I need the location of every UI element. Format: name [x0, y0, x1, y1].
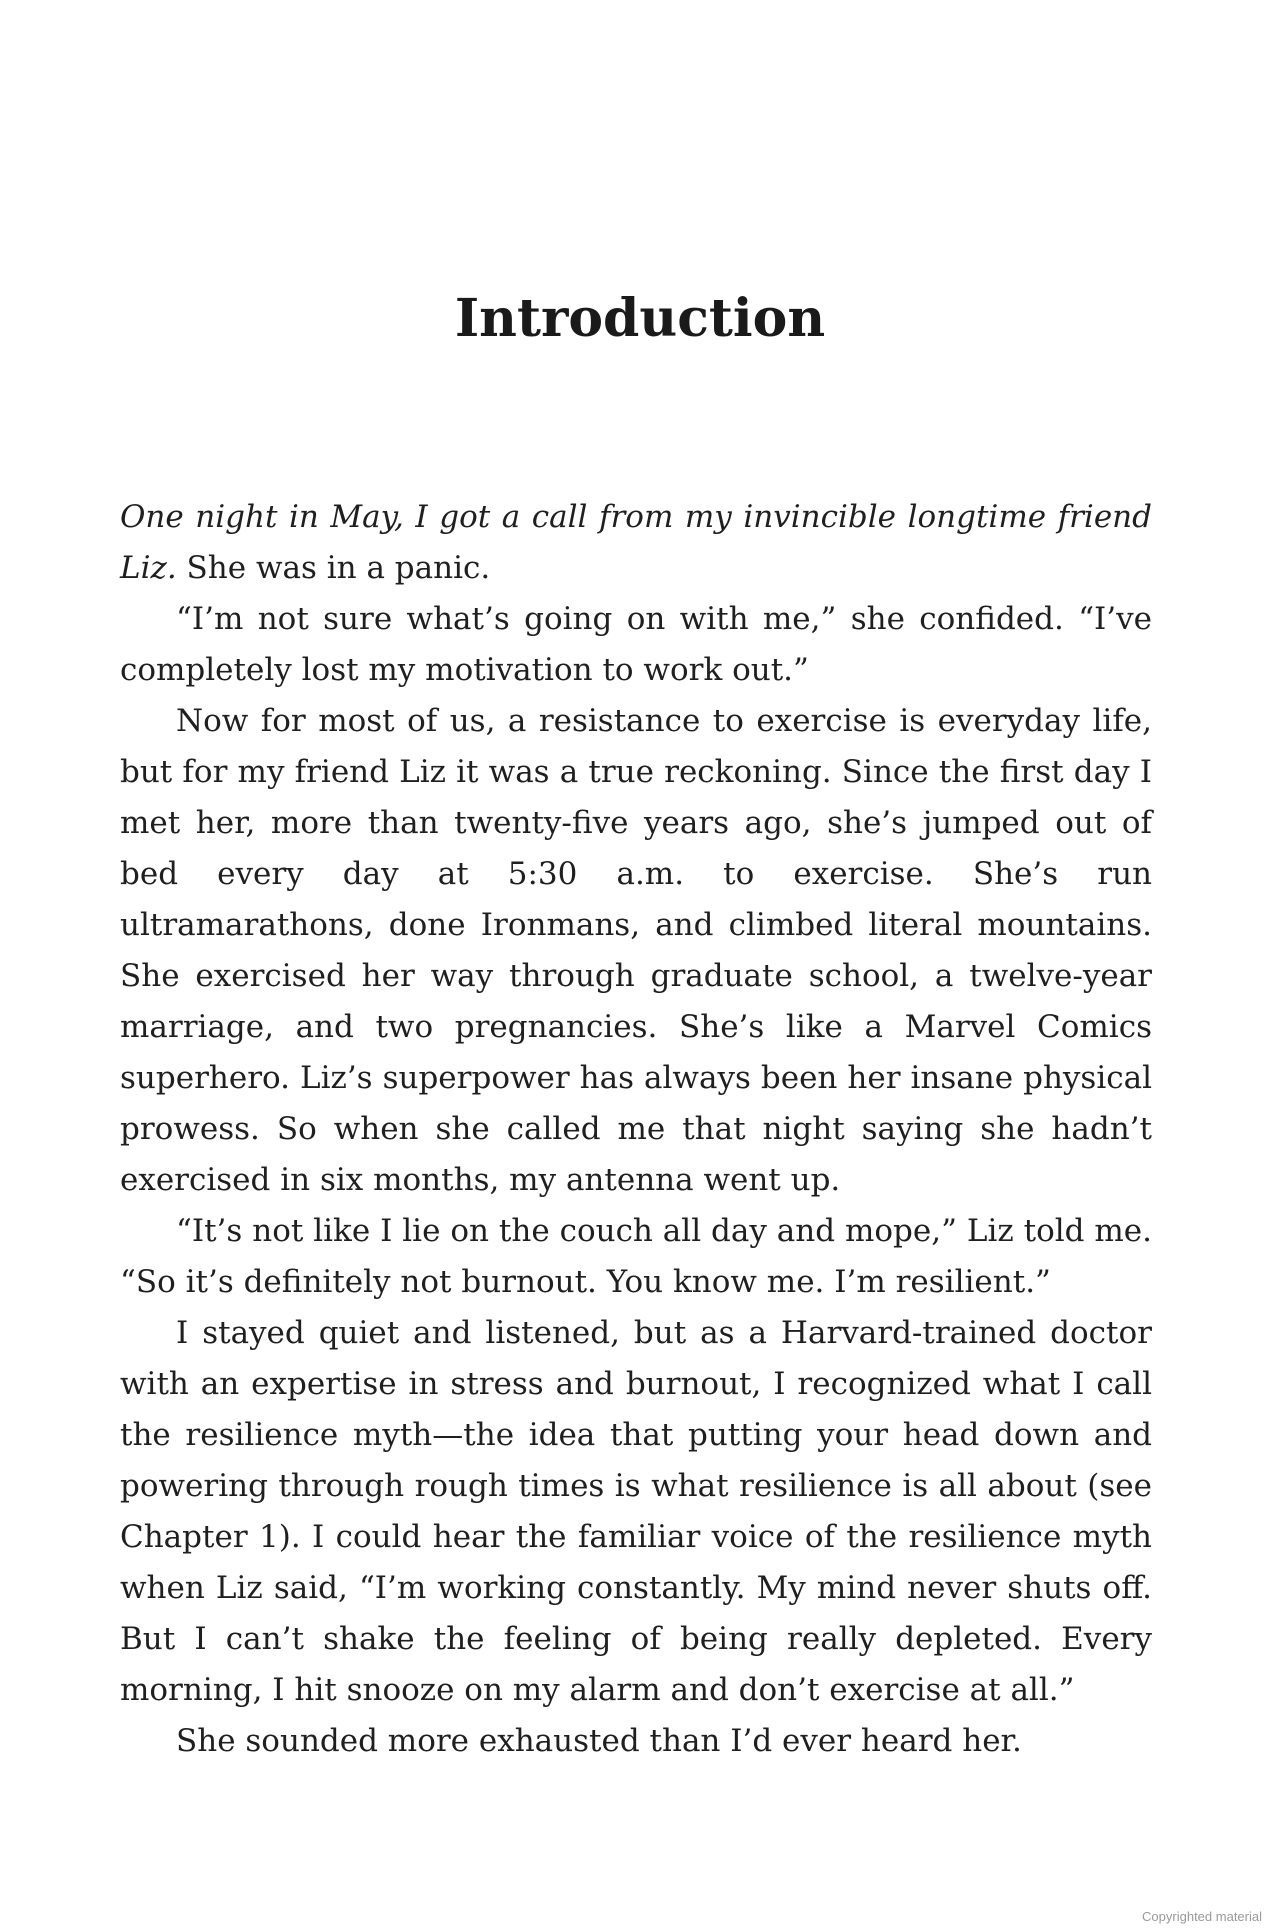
- paragraph: I stayed quiet and listened, but as a Harvard-trained doctor with an expertise in stress and burnout, I recognized what I call the resilience myth—the idea that putting your head down and powering through rough times is what resilience is all about (see Chapter 1). I could hear the familiar voice of the resilience myth when Liz said, “I’m working constantly. My mind never shuts off. But I can’t shake the feeling of being really depleted. Every morning, I hit snooze on my alarm and don’t exercise at all.”: [120, 1315, 1152, 1708]
- chapter-title: Introduction: [454, 288, 826, 349]
- paragraph: [120, 492, 1152, 594]
- chapter-body: [120, 492, 1152, 1767]
- paragraph: Now for most of us, a resistance to exercise is everyday life, but for my friend Liz it was a true reckoning. Since the first day I met her, more than twenty-five years ago, she’s jumped out of bed every day at 5:30 a.m. to exercise. She’s run ultramarathons, done Ironmans, and climbed literal mountains. She exercised her way through graduate school, a twelve-year marriage, and two pregnancies. She’s like a Marvel Comics superhero. Liz’s superpower has always been her insane physical prowess. So when she called me that night saying she hadn’t exercised in six months, my antenna went up.: [120, 703, 1152, 1198]
- paragraph-text: She was in a panic.: [176, 550, 491, 586]
- copyright-watermark: Copyrighted material: [1142, 1909, 1262, 1924]
- paragraph: “It’s not like I lie on the couch all day and mope,” Liz told me. “So it’s definitely not burnout. You know me. I’m resilient.”: [120, 1213, 1152, 1300]
- italic-lead-in: One night in May, I got a call from my invincible longtime friend Liz.: [120, 499, 1152, 586]
- paragraph: “I’m not sure what’s going on with me,” she confided. “I’ve completely lost my motivation to work out.”: [120, 601, 1152, 688]
- paragraph: She sounded more exhausted than I’d ever heard her.: [176, 1723, 1022, 1759]
